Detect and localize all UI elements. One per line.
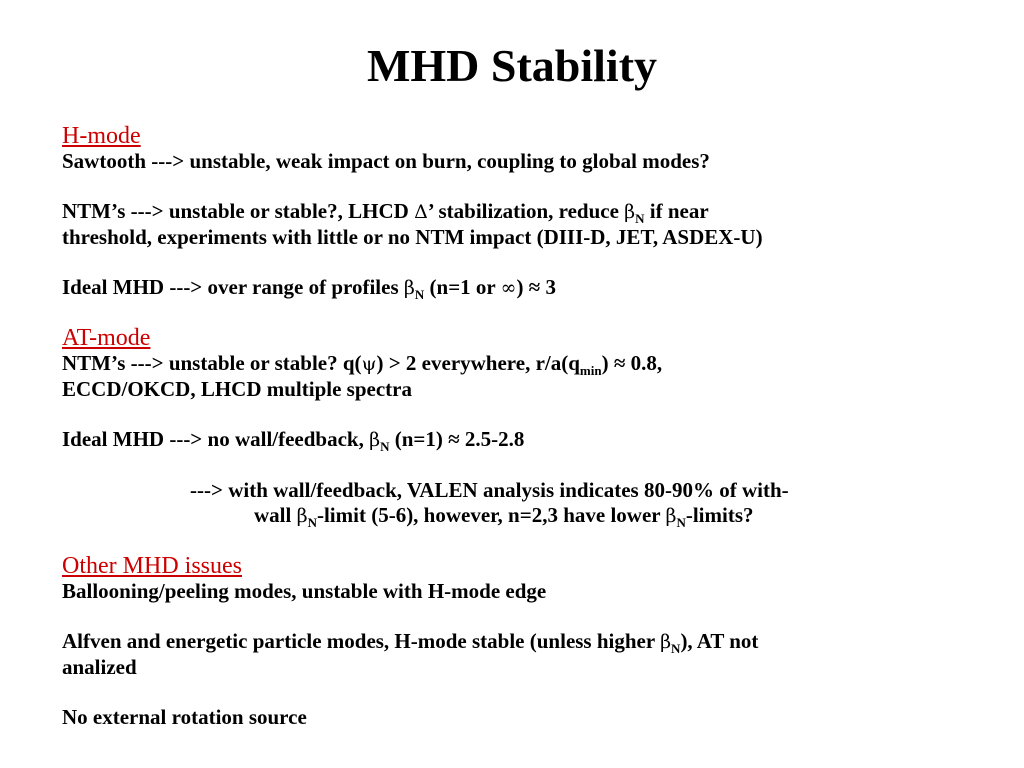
text-run: ) > 2 everywhere, r/a(q <box>376 351 580 375</box>
text-run: if near <box>644 199 709 223</box>
h-mode-ntm-text-line2: threshold, experiments with little or no NTM impact (DIII-D, JET, ASDEX-U) <box>62 225 763 249</box>
at-mode-ntm-text-line2: ECCD/OKCD, LHCD multiple spectra <box>62 377 412 401</box>
section-heading-h-mode: H-mode <box>62 123 141 149</box>
beta-symbol: β <box>403 277 415 299</box>
text-run: -limits? <box>685 503 754 527</box>
other-alfven-text <box>62 629 962 655</box>
text-run: ) ≈ 0.8, <box>601 351 663 375</box>
spacer <box>62 250 962 275</box>
h-mode-ideal-mhd-text <box>62 275 962 301</box>
beta-symbol: β <box>369 429 381 451</box>
other-alfven-text-line2: analized <box>62 655 137 679</box>
text-run: (n=1) ≈ 2.5-2.8 <box>389 427 525 451</box>
section-heading-at-mode: AT-mode <box>62 325 151 351</box>
beta-symbol: β <box>665 505 677 527</box>
beta-symbol: β <box>624 201 636 223</box>
slide-title: MHD Stability <box>366 40 658 91</box>
text-run: -limit (5-6), however, n=2,3 have lower <box>316 503 666 527</box>
subscript-n: N <box>671 641 681 656</box>
at-mode-wall-text-line2 <box>62 503 962 529</box>
subscript-n: N <box>380 439 390 454</box>
h-mode-sawtooth-text: Sawtooth ---> unstable, weak impact on burn, coupling to global modes? <box>62 149 710 173</box>
section-heading-other-mhd: Other MHD issues <box>62 553 242 579</box>
subscript-n: N <box>635 211 645 226</box>
beta-symbol: β <box>660 631 672 653</box>
text-run: Ideal MHD ---> no wall/feedback, <box>62 427 370 451</box>
subscript-n: N <box>307 515 317 530</box>
spacer <box>62 402 962 427</box>
text-run: ), AT not <box>680 629 759 653</box>
at-mode-wall-text: ---> with wall/feedback, VALEN analysis indicates 80-90% of with- <box>190 478 789 502</box>
spacer <box>62 453 962 478</box>
subscript-n: N <box>414 287 425 302</box>
subscript-n: N <box>676 515 686 530</box>
text-run: Ideal MHD ---> over range of profiles <box>62 275 404 299</box>
text-run: NTM’s ---> unstable or stable?, LHCD <box>62 199 415 223</box>
text-run: NTM’s ---> unstable or stable? q( <box>62 351 362 375</box>
text-run: Alfven and energetic particle modes, H-mode stable (unless higher <box>62 629 661 653</box>
h-mode-ntm-text <box>62 199 962 225</box>
delta-symbol: Δ <box>414 201 428 223</box>
text-run: ’ stabilization, reduce <box>427 199 625 223</box>
spacer <box>62 529 962 554</box>
beta-symbol: β <box>296 505 308 527</box>
text-run: wall <box>254 503 297 527</box>
subscript-min: min <box>579 363 602 378</box>
other-ballooning-text: Ballooning/peeling modes, unstable with H-mode edge <box>62 579 547 603</box>
spacer <box>62 174 962 199</box>
slide-body <box>62 124 962 730</box>
spacer <box>62 680 962 705</box>
infinity-symbol: ∞ <box>500 277 517 299</box>
psi-symbol: ψ <box>361 353 377 375</box>
text-run: (n=1 or <box>424 275 501 299</box>
at-mode-ntm-text <box>62 351 962 377</box>
other-rotation-text: No external rotation source <box>62 705 307 729</box>
spacer <box>62 301 962 326</box>
text-run: ) ≈ 3 <box>516 275 556 299</box>
spacer <box>62 604 962 629</box>
at-mode-ideal-mhd-text <box>62 427 962 453</box>
